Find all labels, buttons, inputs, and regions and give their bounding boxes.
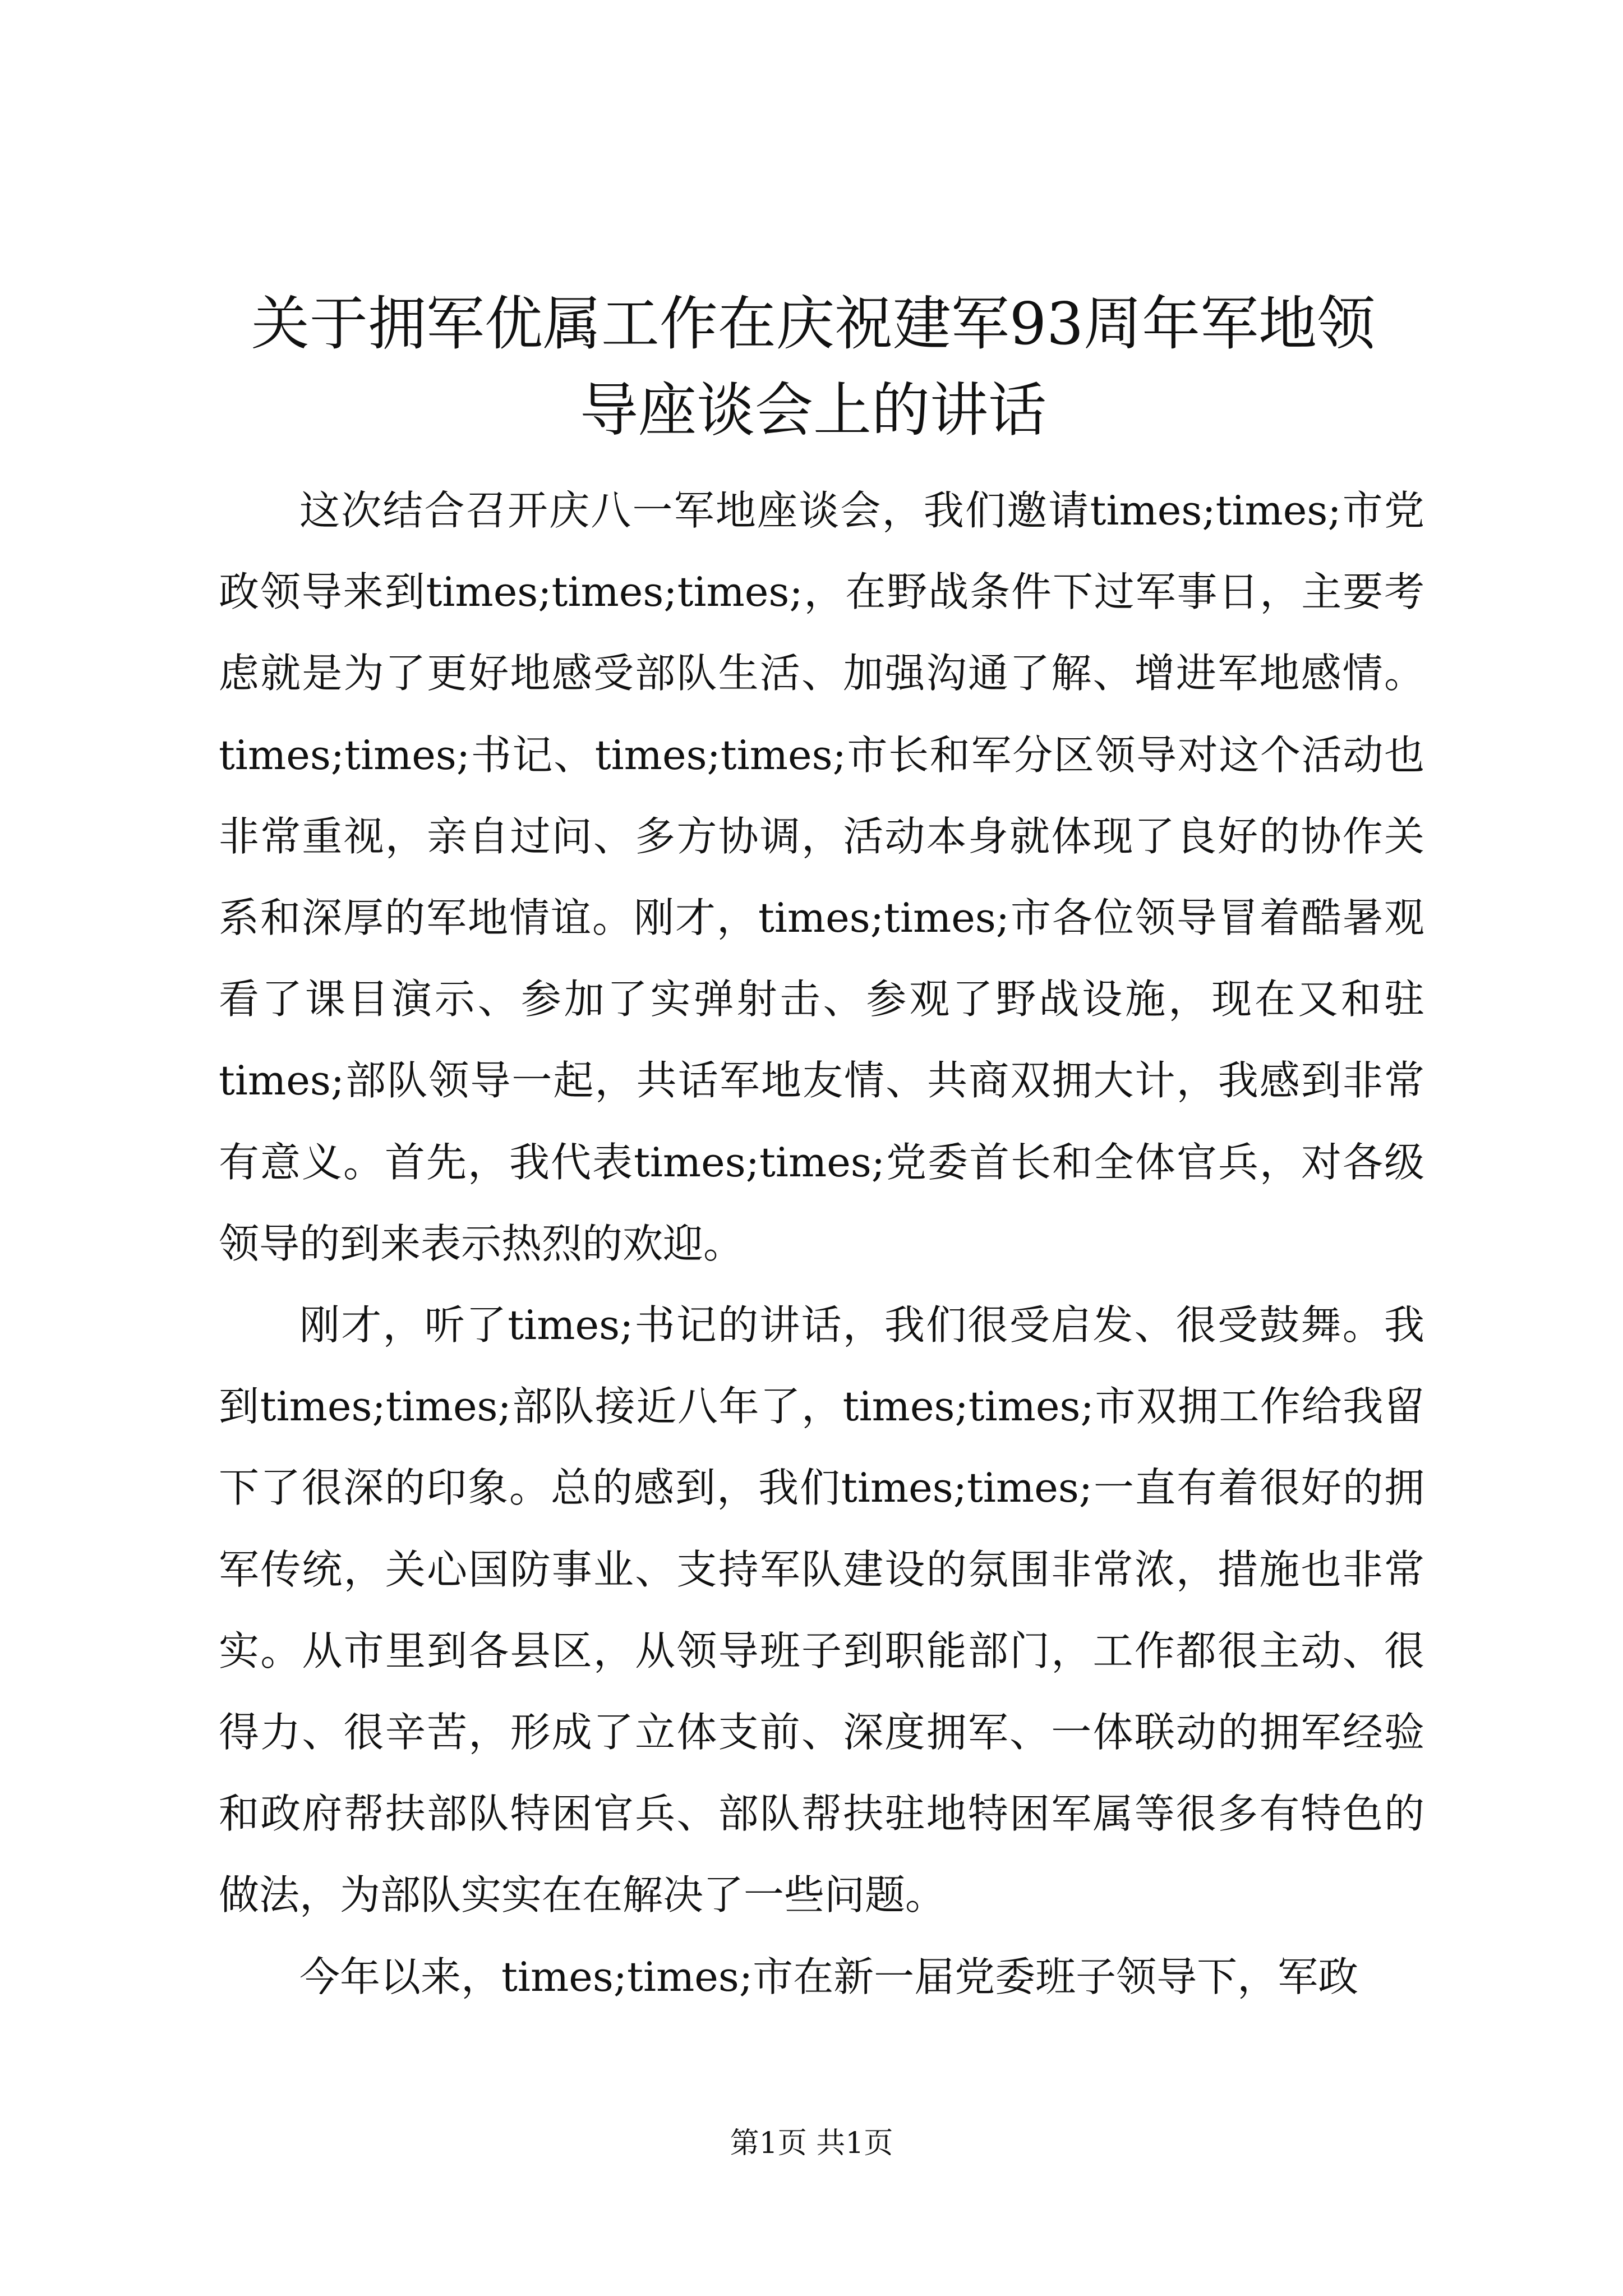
paragraph-3: 今年以来，times;times;市在新一届党委班子领导下，军政: [299, 1953, 1359, 2000]
paragraph-1: 这次结合召开庆八一军地座谈会，我们邀请times;times;市党政领导来到times;times;times;，在野战条件下过军事日，主要考虑就是为了更好地感受部队生活、加强沟通了解、增进军地感情。times;times;书记、times;times;市长和军分区领导对这个活动也非常重视，亲自过问、多方协调，活动本身就体现了良好的协作关系和深厚的军地情谊。刚才，times;times;市各位领导冒着酷暑观看了课目演示、参加了实弹射击、参观了野战设施，现在又和驻times;部队领导一起，共话军地友情、共商双拥大计，我感到非常有意义。首先，我代表times;times;党委首长和全体官兵，对各级领导的到来表示热烈的欢迎。: [219, 487, 1424, 1267]
page-number-footer: 第1页 共1页: [730, 2127, 893, 2160]
title-line-1: 关于拥军优属工作在庆祝建军93周年军地领: [251, 289, 1376, 358]
document-body: [219, 470, 1424, 2018]
document-title: [213, 280, 1413, 453]
title-line-2: 导座谈会上的讲话: [579, 376, 1046, 444]
paragraph-2: 刚才，听了times;书记的讲话，我们很受启发、很受鼓舞。我到times;times;部队接近八年了，times;times;市双拥工作给我留下了很深的印象。总的感到，我们times;times;一直有着很好的拥军传统，关心国防事业、支持军队建设的氛围非常浓，措施也非常实。从市里到各县区，从领导班子到职能部门，工作都很主动、很得力、很辛苦，形成了立体支前、深度拥军、一体联动的拥军经验和政府帮扶部队特困官兵、部队帮扶驻地特困军属等很多有特色的做法，为部队实实在在解决了一些问题。: [219, 1301, 1424, 1919]
